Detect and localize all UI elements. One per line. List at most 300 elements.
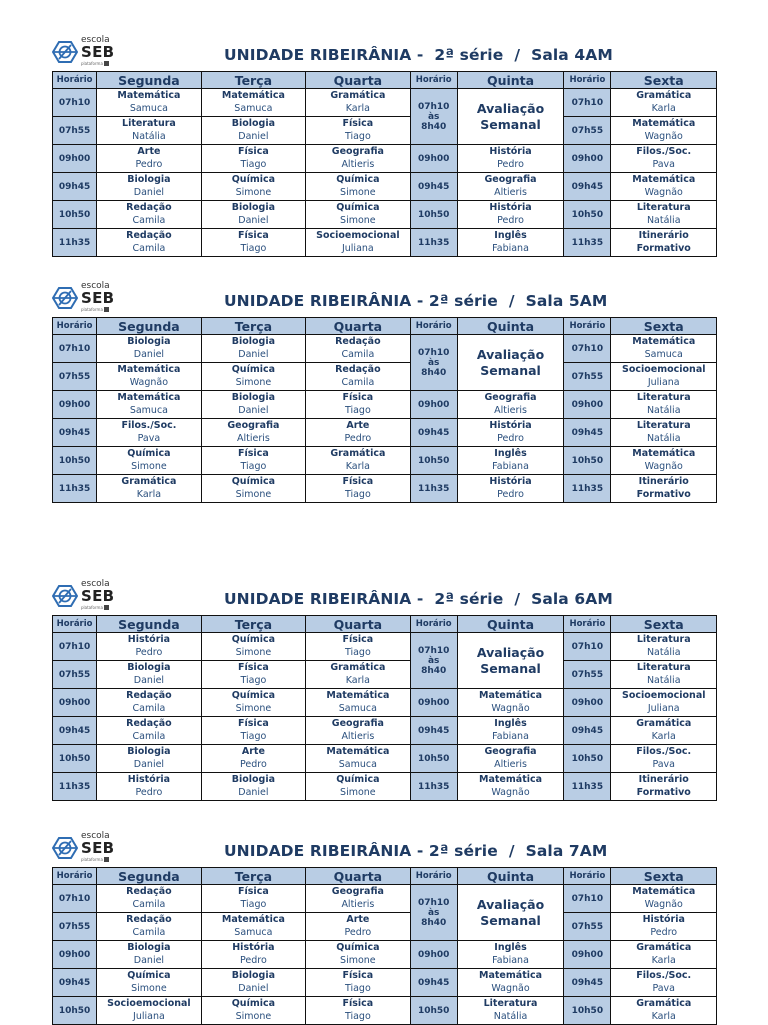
class-cell bbox=[457, 773, 563, 801]
subject-name: Geografia bbox=[484, 174, 537, 185]
class-cell bbox=[97, 885, 201, 913]
class-cell bbox=[201, 229, 305, 257]
subject-name: Arte bbox=[346, 420, 370, 431]
subject-name: Literatura bbox=[122, 118, 176, 129]
teacher-name: Pedro bbox=[135, 158, 163, 170]
time-cell-sexta: 07h10 bbox=[564, 89, 611, 117]
teacher-name: Altieris bbox=[494, 758, 527, 770]
logo-badge-icon bbox=[104, 857, 109, 862]
time-cell: 07h55 bbox=[53, 661, 97, 689]
teacher-name: Simone bbox=[340, 214, 376, 226]
table-row bbox=[53, 335, 717, 363]
subject-name: Redação bbox=[126, 914, 172, 925]
table-row bbox=[53, 229, 717, 257]
time-cell-sexta: 07h55 bbox=[564, 117, 611, 145]
class-cell bbox=[306, 997, 410, 1025]
col-header-quarta: Quarta bbox=[306, 318, 410, 335]
teacher-name: Tiago bbox=[240, 242, 267, 254]
class-cell bbox=[306, 419, 410, 447]
time-cell: 09h45 bbox=[53, 173, 97, 201]
teacher-name: Karla bbox=[651, 730, 676, 742]
teacher-name: Tiago bbox=[240, 460, 267, 472]
header-row bbox=[53, 72, 717, 89]
teacher-name: Pedro bbox=[240, 758, 267, 770]
class-cell bbox=[97, 475, 201, 503]
subject-name: Física bbox=[342, 634, 374, 645]
table-row bbox=[53, 717, 717, 745]
logo-sub-text: plataforma bbox=[81, 61, 103, 66]
col-header-quarta: Quarta bbox=[306, 72, 410, 89]
time-cell: 09h00 bbox=[53, 391, 97, 419]
logo-sub-text: plataforma bbox=[81, 605, 103, 610]
sheet-title: UNIDADE RIBEIRÂNIA - 2ª série / Sala 7AM bbox=[224, 842, 608, 860]
class-cell bbox=[306, 391, 410, 419]
teacher-name: Camila bbox=[132, 242, 166, 254]
col-header-quinta: Quinta bbox=[457, 318, 563, 335]
subject-name: Geografia bbox=[331, 718, 384, 729]
time-cell-sexta: 11h35 bbox=[564, 229, 611, 257]
teacher-name: Camila bbox=[132, 702, 166, 714]
subject-name: História bbox=[489, 202, 532, 213]
header-row bbox=[53, 868, 717, 885]
teacher-name: Natália bbox=[132, 130, 166, 142]
time-cell: 11h35 bbox=[53, 229, 97, 257]
teacher-name: Fabiana bbox=[492, 730, 529, 742]
logo-top-text: escola bbox=[81, 579, 110, 589]
sheet-title: UNIDADE RIBEIRÂNIA - 2ª série / Sala 4AM bbox=[224, 46, 613, 64]
subject-name: História bbox=[489, 476, 532, 487]
teacher-name: Altieris bbox=[341, 898, 375, 910]
col-header-sexta: Sexta bbox=[611, 868, 717, 885]
teacher-name: Pava bbox=[652, 158, 676, 170]
class-cell bbox=[306, 689, 410, 717]
subject-name: Literatura bbox=[483, 998, 538, 1009]
class-cell bbox=[97, 335, 201, 363]
table-row bbox=[53, 745, 717, 773]
class-cell bbox=[611, 117, 717, 145]
time-cell-quinta: 10h50 bbox=[410, 997, 457, 1025]
teacher-name: Simone bbox=[340, 186, 376, 198]
teacher-name: Pedro bbox=[497, 214, 524, 226]
teacher-name: Natália bbox=[646, 432, 681, 444]
subject-name: Gramática bbox=[636, 998, 692, 1009]
table-row bbox=[53, 773, 717, 801]
teacher-name: Samuca bbox=[129, 404, 168, 416]
table-row bbox=[53, 89, 717, 117]
time-cell: 07h10 bbox=[53, 335, 97, 363]
subject-name: Biologia bbox=[127, 662, 171, 673]
class-cell bbox=[201, 145, 305, 173]
col-header-horario: Horário bbox=[53, 616, 97, 633]
teacher-name: Daniel bbox=[238, 982, 269, 994]
subject-name: Física bbox=[342, 476, 374, 487]
subject-name: Matemática bbox=[117, 90, 181, 101]
class-cell bbox=[611, 173, 717, 201]
class-cell bbox=[97, 363, 201, 391]
subject-name: Itinerário bbox=[638, 476, 689, 487]
teacher-name: Juliana bbox=[341, 242, 374, 254]
subject-name: Socioemocional bbox=[107, 998, 191, 1009]
teacher-name: Pedro bbox=[497, 488, 524, 500]
seb-logo-icon bbox=[52, 837, 78, 859]
class-cell bbox=[611, 229, 717, 257]
time-cell-sexta: 09h00 bbox=[564, 145, 611, 173]
teacher-name: Tiago bbox=[344, 646, 371, 658]
teacher-name: Camila bbox=[132, 926, 166, 938]
avaliacao-time-cell: 07h10 às 8h40 bbox=[410, 89, 457, 145]
class-cell bbox=[611, 363, 717, 391]
col-header-sexta: Sexta bbox=[611, 72, 717, 89]
subject-name: Matemática bbox=[326, 746, 390, 757]
time-cell: 07h10 bbox=[53, 89, 97, 117]
subject-name: Gramática bbox=[330, 448, 386, 459]
sheet-title: UNIDADE RIBEIRÂNIA - 2ª série / Sala 6AM bbox=[224, 590, 613, 608]
teacher-name: Daniel bbox=[133, 674, 165, 686]
subject-name: Física bbox=[238, 448, 269, 459]
class-cell bbox=[201, 661, 305, 689]
subject-name: Matemática bbox=[221, 914, 285, 925]
logo-top-text: escola bbox=[81, 281, 110, 291]
col-header-segunda: Segunda bbox=[97, 318, 201, 335]
time-cell-quinta: 09h00 bbox=[410, 941, 457, 969]
subject-name: Redação bbox=[126, 690, 172, 701]
class-cell bbox=[611, 997, 717, 1025]
class-cell bbox=[201, 885, 305, 913]
teacher-name: Pava bbox=[652, 982, 676, 994]
col-header-segunda: Segunda bbox=[97, 868, 201, 885]
avaliacao-time-cell: 07h10 às 8h40 bbox=[410, 885, 457, 941]
table-row bbox=[53, 447, 717, 475]
teacher-name: Daniel bbox=[133, 186, 165, 198]
teacher-name: Karla bbox=[136, 488, 162, 500]
class-cell bbox=[611, 913, 717, 941]
col-header-horario-quinta: Horário bbox=[410, 616, 457, 633]
time-cell-sexta: 07h55 bbox=[564, 661, 611, 689]
class-cell bbox=[611, 885, 717, 913]
time-cell-quinta: 09h00 bbox=[410, 391, 457, 419]
class-cell bbox=[201, 689, 305, 717]
teacher-name: Daniel bbox=[238, 786, 269, 798]
teacher-name: Tiago bbox=[344, 130, 371, 142]
avaliacao-semanal-cell: Avaliação Semanal bbox=[457, 335, 563, 391]
teacher-name: Wagnão bbox=[491, 786, 530, 798]
teacher-name: Simone bbox=[235, 376, 272, 388]
subject-name: Química bbox=[231, 476, 276, 487]
class-cell bbox=[201, 391, 305, 419]
subject-name: Literatura bbox=[636, 420, 691, 431]
class-cell bbox=[201, 117, 305, 145]
subject-name: Inglês bbox=[494, 230, 527, 241]
table-row bbox=[53, 391, 717, 419]
class-cell bbox=[97, 391, 201, 419]
logo-main-text: SEB bbox=[81, 587, 115, 605]
subject-name: Matemática bbox=[221, 90, 285, 101]
class-cell bbox=[97, 773, 201, 801]
subject-name: Gramática bbox=[330, 90, 386, 101]
logo-main-text: SEB bbox=[81, 839, 115, 857]
subject-name: Matemática bbox=[479, 970, 543, 981]
subject-name-continued: Formativo bbox=[636, 786, 691, 798]
class-cell bbox=[201, 633, 305, 661]
class-cell bbox=[611, 419, 717, 447]
class-schedule-sheet bbox=[52, 580, 717, 801]
class-cell bbox=[457, 997, 563, 1025]
col-header-sexta: Sexta bbox=[611, 616, 717, 633]
teacher-name: Tiago bbox=[344, 982, 371, 994]
teacher-name: Camila bbox=[341, 376, 375, 388]
subject-name: Itinerário bbox=[638, 230, 689, 241]
subject-name: Inglês bbox=[494, 942, 527, 953]
table-row bbox=[53, 363, 717, 391]
time-cell: 11h35 bbox=[53, 773, 97, 801]
subject-name: Química bbox=[127, 448, 171, 459]
teacher-name: Daniel bbox=[238, 348, 269, 360]
subject-name: Matemática bbox=[117, 392, 181, 403]
teacher-name: Tiago bbox=[240, 158, 267, 170]
time-cell-sexta: 10h50 bbox=[564, 447, 611, 475]
class-cell bbox=[457, 969, 563, 997]
col-header-horario-sexta: Horário bbox=[564, 868, 611, 885]
time-cell-sexta: 07h10 bbox=[564, 335, 611, 363]
seb-logo bbox=[52, 832, 114, 866]
teacher-name: Pedro bbox=[344, 432, 372, 444]
teacher-name: Tiago bbox=[344, 488, 371, 500]
subject-name: Redação bbox=[126, 202, 172, 213]
class-cell bbox=[97, 447, 201, 475]
subject-name: História bbox=[489, 420, 532, 431]
subject-name: Matemática bbox=[117, 364, 181, 375]
table-row bbox=[53, 117, 717, 145]
subject-name: Arte bbox=[137, 146, 161, 157]
seb-logo bbox=[52, 282, 114, 316]
class-cell bbox=[457, 145, 563, 173]
class-cell bbox=[306, 475, 410, 503]
time-cell-quinta: 10h50 bbox=[410, 201, 457, 229]
subject-name: Biologia bbox=[127, 336, 171, 347]
table-row bbox=[53, 201, 717, 229]
teacher-name: Simone bbox=[235, 646, 272, 658]
time-cell-sexta: 10h50 bbox=[564, 997, 611, 1025]
time-cell-quinta: 10h50 bbox=[410, 447, 457, 475]
subject-name: História bbox=[127, 634, 171, 645]
table-row bbox=[53, 475, 717, 503]
subject-name: Matemática bbox=[479, 774, 543, 785]
class-cell bbox=[457, 201, 563, 229]
time-cell-sexta: 09h45 bbox=[564, 419, 611, 447]
teacher-name: Natália bbox=[646, 214, 681, 226]
teacher-name: Simone bbox=[235, 1010, 272, 1022]
time-cell-sexta: 09h00 bbox=[564, 941, 611, 969]
subject-name: Biologia bbox=[127, 174, 171, 185]
time-cell-sexta: 09h45 bbox=[564, 969, 611, 997]
class-cell bbox=[201, 969, 305, 997]
teacher-name: Pedro bbox=[240, 954, 267, 966]
header-row bbox=[53, 318, 717, 335]
class-cell bbox=[201, 335, 305, 363]
teacher-name: Tiago bbox=[344, 1010, 371, 1022]
time-cell-quinta: 09h45 bbox=[410, 717, 457, 745]
time-cell-quinta: 11h35 bbox=[410, 773, 457, 801]
subject-name: Matemática bbox=[632, 886, 696, 897]
col-header-horario-quinta: Horário bbox=[410, 318, 457, 335]
subject-name: Gramática bbox=[330, 662, 386, 673]
subject-name: História bbox=[127, 774, 171, 785]
subject-name: Socioemocional bbox=[316, 230, 400, 241]
table-row bbox=[53, 173, 717, 201]
class-cell bbox=[306, 145, 410, 173]
teacher-name: Altieris bbox=[494, 404, 527, 416]
teacher-name: Camila bbox=[132, 898, 166, 910]
class-cell bbox=[306, 89, 410, 117]
time-cell-sexta: 07h55 bbox=[564, 363, 611, 391]
class-cell bbox=[457, 229, 563, 257]
teacher-name: Wagnão bbox=[491, 982, 530, 994]
time-cell: 09h45 bbox=[53, 419, 97, 447]
teacher-name: Fabiana bbox=[492, 460, 529, 472]
class-cell bbox=[306, 969, 410, 997]
col-header-segunda: Segunda bbox=[97, 72, 201, 89]
subject-name: Itinerário bbox=[638, 774, 689, 785]
teacher-name: Juliana bbox=[647, 702, 680, 714]
teacher-name: Simone bbox=[235, 488, 272, 500]
time-cell: 09h45 bbox=[53, 717, 97, 745]
teacher-name: Juliana bbox=[647, 376, 680, 388]
seb-logo-icon bbox=[52, 585, 78, 607]
class-cell bbox=[201, 773, 305, 801]
class-cell bbox=[201, 363, 305, 391]
class-cell bbox=[97, 717, 201, 745]
class-cell bbox=[306, 941, 410, 969]
subject-name: Gramática bbox=[636, 942, 692, 953]
teacher-name: Samuca bbox=[338, 702, 377, 714]
subject-name: Geografia bbox=[331, 886, 384, 897]
class-cell bbox=[611, 689, 717, 717]
col-header-horario-sexta: Horário bbox=[564, 318, 611, 335]
col-header-terca: Terça bbox=[201, 318, 305, 335]
time-cell-sexta: 07h10 bbox=[564, 633, 611, 661]
class-cell bbox=[201, 173, 305, 201]
class-cell bbox=[97, 745, 201, 773]
teacher-name: Fabiana bbox=[492, 954, 529, 966]
class-cell bbox=[306, 117, 410, 145]
table-row bbox=[53, 885, 717, 913]
subject-name: Gramática bbox=[121, 476, 177, 487]
schedule-table bbox=[52, 317, 717, 503]
class-schedule-sheet bbox=[52, 832, 717, 1025]
subject-name: Filos./Soc. bbox=[636, 970, 692, 981]
subject-name: História bbox=[232, 942, 275, 953]
class-cell bbox=[457, 745, 563, 773]
subject-name: Geografia bbox=[227, 420, 280, 431]
teacher-name: Daniel bbox=[133, 758, 165, 770]
teacher-name: Daniel bbox=[133, 348, 165, 360]
subject-name: Redação bbox=[335, 364, 381, 375]
time-cell-quinta: 09h45 bbox=[410, 969, 457, 997]
teacher-name: Camila bbox=[341, 348, 375, 360]
col-header-horario: Horário bbox=[53, 318, 97, 335]
subject-name: Química bbox=[127, 970, 171, 981]
seb-logo-icon bbox=[52, 287, 78, 309]
subject-name: Biologia bbox=[231, 392, 276, 403]
teacher-name: Altieris bbox=[341, 158, 375, 170]
time-cell-quinta: 11h35 bbox=[410, 229, 457, 257]
subject-name: Arte bbox=[241, 746, 265, 757]
col-header-horario-sexta: Horário bbox=[564, 72, 611, 89]
teacher-name: Pedro bbox=[344, 926, 372, 938]
teacher-name: Wagnão bbox=[644, 460, 683, 472]
class-cell bbox=[97, 661, 201, 689]
logo-badge-icon bbox=[104, 605, 109, 610]
class-cell bbox=[611, 633, 717, 661]
time-cell: 09h00 bbox=[53, 145, 97, 173]
class-cell bbox=[457, 717, 563, 745]
subject-name: Filos./Soc. bbox=[121, 420, 177, 431]
teacher-name: Juliana bbox=[133, 1010, 165, 1022]
subject-name: Geografia bbox=[331, 146, 384, 157]
teacher-name: Pedro bbox=[135, 646, 163, 658]
subject-name: Inglês bbox=[494, 448, 527, 459]
subject-name: Literatura bbox=[636, 634, 691, 645]
subject-name: Socioemocional bbox=[621, 364, 706, 375]
class-cell bbox=[611, 941, 717, 969]
logo-sub-text: plataforma bbox=[81, 857, 103, 862]
teacher-name: Karla bbox=[345, 102, 370, 114]
teacher-name: Altieris bbox=[494, 186, 527, 198]
class-cell bbox=[306, 633, 410, 661]
subject-name: Biologia bbox=[231, 336, 276, 347]
time-cell-sexta: 07h55 bbox=[564, 913, 611, 941]
subject-name-continued: Formativo bbox=[636, 488, 691, 500]
logo-badge-icon bbox=[104, 61, 109, 66]
class-cell bbox=[306, 661, 410, 689]
col-header-segunda: Segunda bbox=[97, 616, 201, 633]
subject-name: Literatura bbox=[636, 202, 691, 213]
subject-name: Química bbox=[231, 998, 276, 1009]
teacher-name: Daniel bbox=[238, 214, 269, 226]
time-cell-sexta: 09h00 bbox=[564, 391, 611, 419]
teacher-name: Natália bbox=[646, 674, 681, 686]
class-cell bbox=[457, 173, 563, 201]
subject-name: Matemática bbox=[632, 118, 696, 129]
class-cell bbox=[97, 173, 201, 201]
class-cell bbox=[306, 913, 410, 941]
teacher-name: Tiago bbox=[344, 404, 371, 416]
subject-name: Física bbox=[238, 886, 269, 897]
col-header-terca: Terça bbox=[201, 616, 305, 633]
time-cell-sexta: 07h10 bbox=[564, 885, 611, 913]
subject-name: Química bbox=[336, 174, 380, 185]
col-header-horario: Horário bbox=[53, 72, 97, 89]
class-cell bbox=[611, 773, 717, 801]
teacher-name: Karla bbox=[345, 674, 370, 686]
teacher-name: Tiago bbox=[240, 730, 267, 742]
teacher-name: Wagnão bbox=[644, 186, 683, 198]
time-cell: 09h00 bbox=[53, 689, 97, 717]
table-row bbox=[53, 969, 717, 997]
class-cell bbox=[201, 941, 305, 969]
subject-name: Socioemocional bbox=[621, 690, 706, 701]
subject-name: Química bbox=[336, 942, 380, 953]
subject-name: História bbox=[489, 146, 532, 157]
class-cell bbox=[611, 335, 717, 363]
class-cell bbox=[306, 773, 410, 801]
teacher-name: Samuca bbox=[234, 926, 273, 938]
teacher-name: Altieris bbox=[341, 730, 375, 742]
subject-name: Redação bbox=[126, 886, 172, 897]
teacher-name: Daniel bbox=[238, 404, 269, 416]
time-cell: 10h50 bbox=[53, 201, 97, 229]
teacher-name: Samuca bbox=[234, 102, 273, 114]
